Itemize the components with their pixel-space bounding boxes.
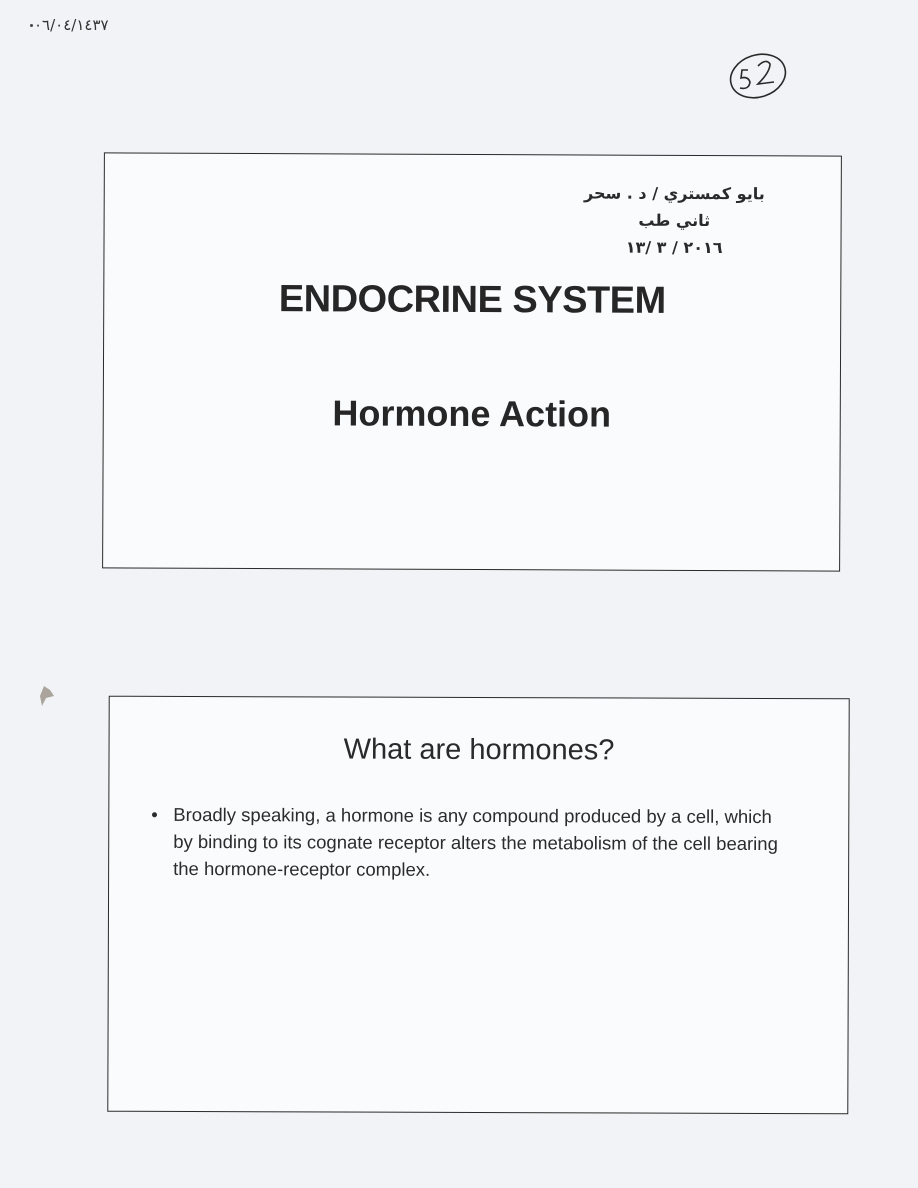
- list-item: [149, 801, 789, 884]
- slide-heading: What are hormones?: [343, 733, 615, 767]
- smudge-icon: [36, 684, 58, 708]
- page-date-stamp: ٠٦/٠٤/١٤٣٧: [34, 16, 109, 34]
- slide-subtitle: Hormone Action: [332, 392, 612, 435]
- bullet-icon: •: [151, 803, 158, 825]
- arabic-annotation: [584, 179, 765, 261]
- arabic-annotation-line: ٢٠١٦ / ٣ /١٣: [625, 237, 723, 258]
- arabic-annotation-line: بايو كمستري / د . سحر: [583, 183, 765, 204]
- arabic-annotation-line: ثاني طب: [638, 210, 711, 231]
- stamp-dot: [30, 24, 33, 27]
- handwritten-page-number-icon: [726, 46, 792, 102]
- bullet-text: Broadly speaking, a hormone is any compound produced by a cell, which by binding to its cognate receptor alters the metabolism of the cell bearing the hormone-receptor complex.: [173, 803, 778, 880]
- slide-title-page: [102, 152, 842, 571]
- bullet-list: [149, 801, 789, 884]
- slide-what-are-hormones: [107, 696, 849, 1115]
- slide-title: ENDOCRINE SYSTEM: [278, 278, 666, 322]
